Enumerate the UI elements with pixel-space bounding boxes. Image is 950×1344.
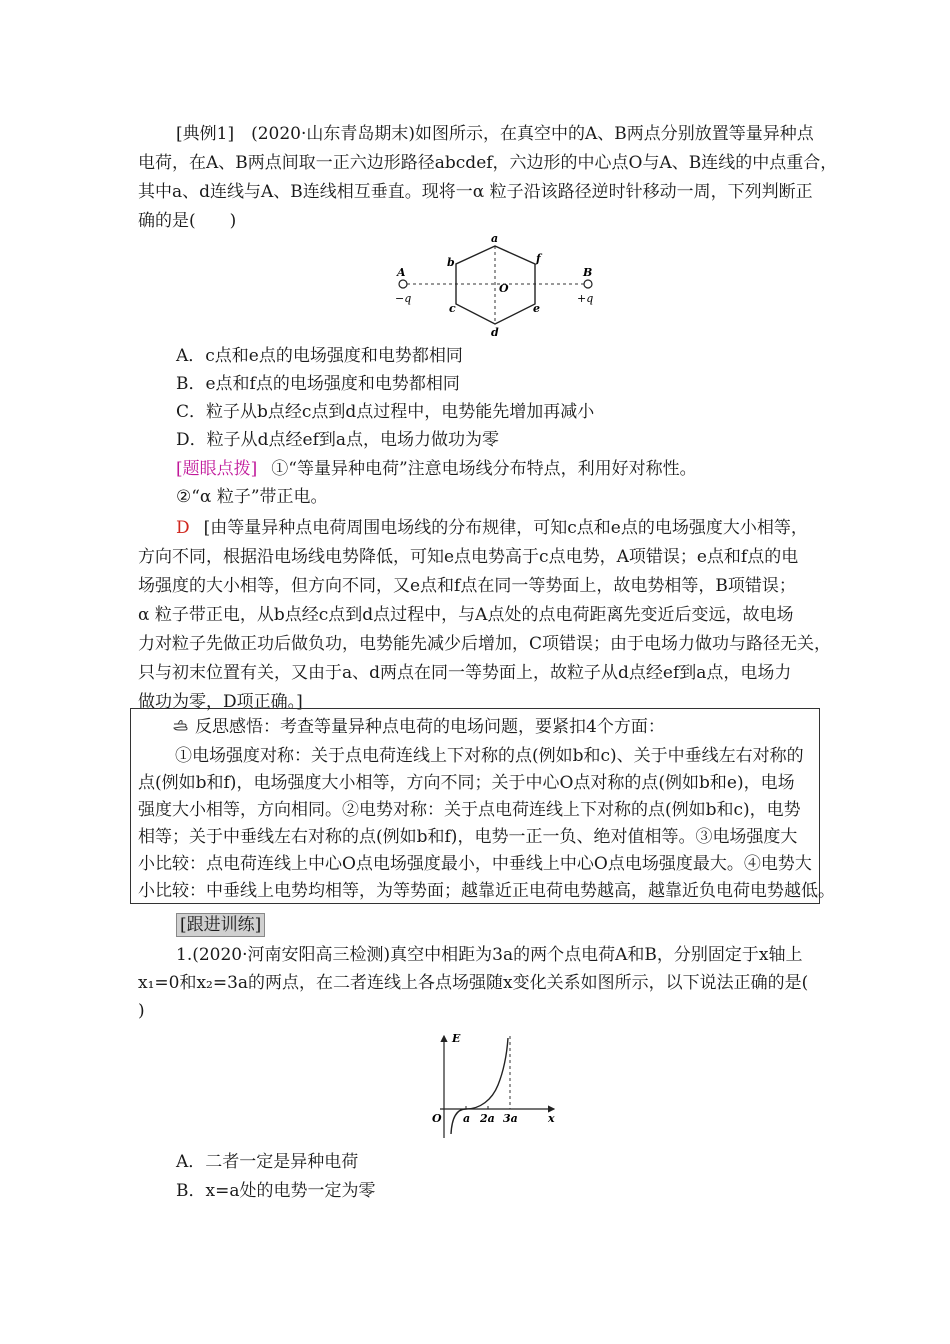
example-line-1: [典例1] (2020·山东青岛期末)如图所示，在真空中的A、B两点分别放置等量异种点 [176,124,814,144]
hint-line-2: ②“α 粒子”带正电。 [176,487,328,507]
hint-line-1 [176,458,697,480]
tick-label-2a: 2a [480,1112,495,1125]
tick-label-a: a [463,1112,471,1125]
answer-line-2: 方向不同，根据沿电场线电势降低，可知e点电势高于c点电势，A项错误；e点和f点的电 [138,547,799,567]
label-c: c [449,302,456,315]
reflection-box [130,708,835,904]
training-line-2: x₁=0和x₂=3a的两点，在二者连线上各点场强随x变化关系如图所示，以下说法正确的是( [138,973,809,993]
label-minus-q: −q [395,292,412,305]
answer-line-1 [176,517,808,539]
charge-A [399,280,407,288]
label-e: e [533,302,540,315]
label-E: E [452,1032,461,1045]
reflection-line-4: 相等；关于中垂线左右对称的点(例如b和f)，电势一正一负、绝对值相等。③电场强度大 [138,827,798,847]
answer-letter: D [176,518,190,538]
reflection-title: 反思感悟：考查等量异种点电荷的电场问题，要紧扣4个方面： [195,717,665,737]
option-1A: A．c点和e点的电场强度和电势都相同 [176,346,463,366]
hexagon-field-figure [390,232,610,342]
label-A: A [397,266,406,279]
label-d: d [491,326,499,339]
hint-tag: [题眼点拨] [176,459,258,479]
training-line-3: ) [138,1001,145,1021]
answer-line-5: 力对粒子先做正功后做负功，电势能先减少后增加，C项错误；由于电场力做功与路径无关， [138,634,832,654]
training-line-1: 1.(2020·河南安阳高三检测)真空中相距为3a的两个点电荷A和B，分别固定于x轴上 [176,945,803,965]
reflection-line-3: 强度大小相等，方向相同。②电势对称：关于点电荷连线上下对称的点(例如b和c)，电势 [138,800,801,820]
example-line-2: 电荷，在A、B两点间取一正六边形路径abcdef，六边形的中心点O与A、B连线的中点重合， [138,153,838,173]
reflection-line-6: 小比较：中垂线上电势均相等，为等势面；越靠近正电荷电势越高，越靠近负电荷电势越低。 [138,881,835,901]
option-2A: A．二者一定是异种电荷 [176,1152,359,1172]
example-line-3: 其中a、d连线与A、B连线相互垂直。现将一α 粒子沿该路径逆时针移动一周，下列判断正 [138,182,813,202]
hint-text-1: ①“等量异种电荷”注意电场线分布特点，利用好对称性。 [271,459,697,479]
answer-text-1: [由等量异种点电荷周围电场线的分布规律，可知c点和e点的电场强度大小相等， [203,518,808,538]
label-a: a [491,232,499,245]
label-O-graph: O [432,1112,442,1125]
option-1C: C．粒子从b点经c点到d点过程中，电势能先增加再减小 [176,402,595,422]
tick-label-3a: 3a [503,1112,518,1125]
answer-line-3: 场强度的大小相等，但方向不同，又e点和f点在同一等势面上，故电势相等，B项错误； [138,576,796,596]
charge-B [584,280,592,288]
answer-line-7: 做功为零，D项正确。] [138,692,303,712]
pointing-hand-icon [173,719,193,733]
option-2B: B．x=a处的电势一定为零 [176,1181,376,1201]
option-1D: D．粒子从d点经ef到a点，电场力做功为零 [176,430,499,450]
option-1B: B．e点和f点的电场强度和电势都相同 [176,374,460,394]
training-tag: [跟进训练] [176,913,265,937]
label-x: x [548,1112,555,1125]
reflection-line-5: 小比较：点电荷连线上中心O点电场强度最小，中垂线上中心O点电场强度最大。④电势大 [138,854,812,874]
label-b: b [447,256,455,269]
answer-line-6: 只与初末位置有关，又由于a、d两点在同一等势面上，故粒子从d点经ef到a点，电场力 [138,663,792,683]
example-line-4: 确的是( ) [138,211,237,231]
reflection-line-2: 点(例如b和f)，电场强度大小相等，方向不同；关于中心O点对称的点(例如b和e)，电场 [138,773,795,793]
answer-line-4: α 粒子带正电，从b点经c点到d点过程中，与A点处的点电荷距离先变近后变远，故电场 [138,605,794,625]
field-strength-graph [418,1030,568,1142]
label-O: O [499,282,509,295]
label-B: B [583,266,593,279]
label-f: f [536,252,541,265]
reflection-line-1: ①电场强度对称：关于点电荷连线上下对称的点(例如b和c)、关于中垂线左右对称的 [175,746,804,766]
label-plus-q: +q [577,292,594,305]
